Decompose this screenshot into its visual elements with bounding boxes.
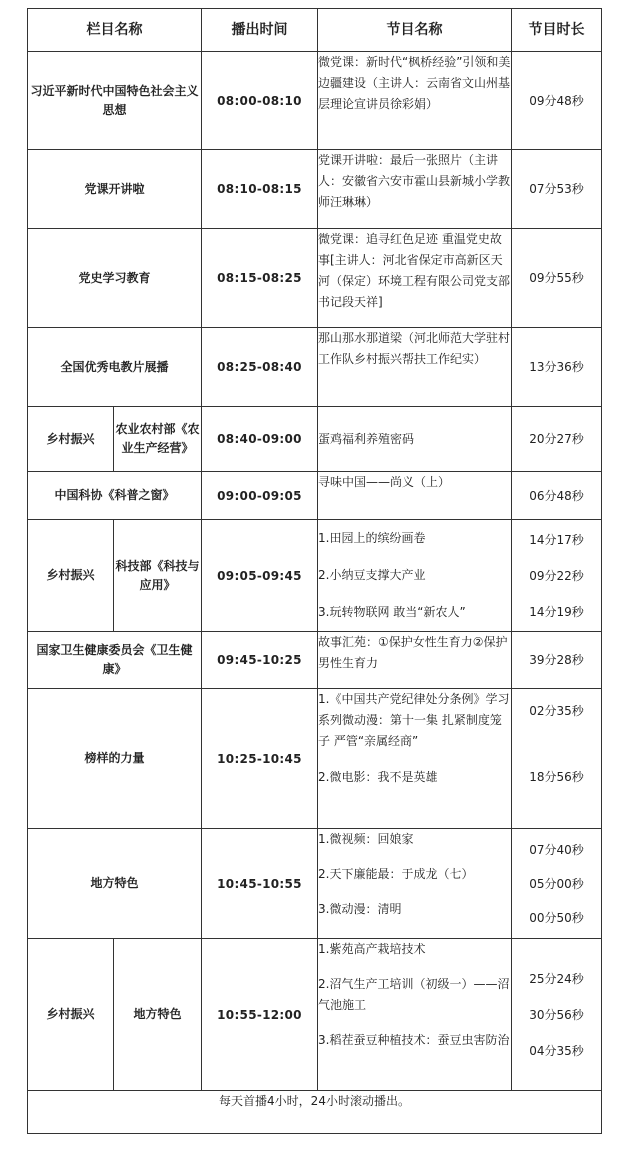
column-name: 榜样的力量 (28, 689, 202, 829)
duration (512, 689, 602, 829)
table-row (28, 328, 602, 407)
duration-item: 14分17秒 (529, 532, 584, 547)
column-name: 党史学习教育 (28, 229, 202, 328)
table-row (28, 689, 602, 829)
sub-column-name: 地方特色 (114, 939, 202, 1091)
column-name: 地方特色 (28, 829, 202, 939)
duration: 09分48秒 (512, 52, 602, 150)
program-item: 微党课：新时代“枫桥经验”引领和美边疆建设（主讲人：云南省文山州基层理论宣讲员徐彩娟） (318, 55, 511, 111)
column-name: 乡村振兴 (28, 520, 114, 632)
program-item: 1.紫苑高产栽培技术 (318, 942, 426, 956)
program-name (318, 632, 512, 689)
duration-item: 14分19秒 (529, 604, 584, 619)
broadcast-time: 10:45-10:55 (202, 829, 318, 939)
duration-item: 09分22秒 (529, 568, 584, 583)
program-name (318, 229, 512, 328)
broadcast-time: 10:25-10:45 (202, 689, 318, 829)
broadcast-time: 09:00-09:05 (202, 472, 318, 520)
program-name (318, 407, 512, 472)
duration-item: 04分35秒 (529, 1043, 584, 1058)
header-program-name: 节目名称 (318, 9, 512, 52)
program-name (318, 829, 512, 939)
program-item: 1.田园上的缤纷画卷 (318, 531, 426, 545)
duration-item: 07分40秒 (529, 842, 584, 857)
table-row (28, 150, 602, 229)
program-item: 3.微动漫：清明 (318, 902, 402, 916)
table-row (28, 407, 602, 472)
column-name: 习近平新时代中国特色社会主义思想 (28, 52, 202, 150)
program-name (318, 150, 512, 229)
table-row (28, 520, 602, 632)
sub-column-name: 农业农村部《农业生产经营》 (114, 407, 202, 472)
program-item: 那山那水那道梁（河北师范大学驻村工作队乡村振兴帮扶工作纪实） (318, 331, 511, 366)
column-name: 国家卫生健康委员会《卫生健康》 (28, 632, 202, 689)
program-item: 3.玩转物联网 敢当“新农人” (318, 605, 466, 619)
header-row (28, 9, 602, 52)
table-row (28, 829, 602, 939)
column-name: 乡村振兴 (28, 407, 114, 472)
broadcast-time: 08:25-08:40 (202, 328, 318, 407)
program-name (318, 472, 512, 520)
broadcast-time: 09:05-09:45 (202, 520, 318, 632)
table-row (28, 939, 602, 1091)
program-item: 寻味中国——尚义（上） (318, 475, 451, 489)
broadcast-time: 08:15-08:25 (202, 229, 318, 328)
broadcast-time: 09:45-10:25 (202, 632, 318, 689)
program-item: 2.天下廉能最：于成龙（七） (318, 867, 474, 881)
schedule-table (27, 8, 602, 1134)
column-name: 党课开讲啦 (28, 150, 202, 229)
program-item: 蛋鸡福利养殖密码 (318, 431, 415, 446)
duration-item: 02分35秒 (529, 704, 584, 718)
table-row (28, 632, 602, 689)
program-item: 3.稻茬蚕豆种植技术：蚕豆虫害防治 (318, 1033, 510, 1047)
footer-row (28, 1091, 602, 1134)
broadcast-time: 08:00-08:10 (202, 52, 318, 150)
sub-column-name: 科技部《科技与应用》 (114, 520, 202, 632)
program-item: 党课开讲啦：最后一张照片（主讲人：安徽省六安市霍山县新城小学教师汪琳琳） (318, 153, 511, 209)
table-row (28, 229, 602, 328)
duration: 07分53秒 (512, 150, 602, 229)
duration (512, 520, 602, 632)
header-column-name: 栏目名称 (28, 9, 202, 52)
column-name: 中国科协《科普之窗》 (28, 472, 202, 520)
program-item: 1.微视频：回娘家 (318, 832, 414, 846)
program-item: 故事汇苑：①保护女性生育力②保护男性生育力 (318, 635, 508, 670)
duration-item: 18分56秒 (529, 770, 584, 784)
program-item: 2.小纳豆支撑大产业 (318, 568, 426, 582)
program-name (318, 328, 512, 407)
column-name: 乡村振兴 (28, 939, 114, 1091)
program-name (318, 52, 512, 150)
duration: 39分28秒 (512, 632, 602, 689)
broadcast-time: 08:40-09:00 (202, 407, 318, 472)
duration (512, 939, 602, 1091)
duration-item: 30分56秒 (529, 1007, 584, 1022)
program-name (318, 689, 512, 829)
footer-note: 每天首播4小时，24小时滚动播出。 (28, 1091, 602, 1134)
duration: 20分27秒 (512, 407, 602, 472)
broadcast-time: 10:55-12:00 (202, 939, 318, 1091)
program-item: 1.《中国共产党纪律处分条例》学习系列微动漫：第十一集 扎紧制度笼子 严管“亲属经商” (318, 692, 510, 748)
program-item: 2.微电影：我不是英雄 (318, 770, 438, 784)
duration: 09分55秒 (512, 229, 602, 328)
program-name (318, 939, 512, 1091)
duration-item: 05分00秒 (529, 876, 584, 891)
table-row (28, 472, 602, 520)
program-item: 微党课：追寻红色足迹 重温党史故事[主讲人：河北省保定市高新区天河（保定）环境工程有限公司党支部书记段天祥] (318, 232, 511, 309)
duration: 13分36秒 (512, 328, 602, 407)
program-item: 2.沼气生产工培训（初级一）——沼气池施工 (318, 977, 510, 1012)
broadcast-time: 08:10-08:15 (202, 150, 318, 229)
program-name (318, 520, 512, 632)
duration: 06分48秒 (512, 472, 602, 520)
duration-item: 00分50秒 (529, 910, 584, 925)
column-name: 全国优秀电教片展播 (28, 328, 202, 407)
duration-item: 25分24秒 (529, 971, 584, 986)
table-row (28, 52, 602, 150)
header-duration: 节目时长 (512, 9, 602, 52)
duration (512, 829, 602, 939)
header-broadcast-time: 播出时间 (202, 9, 318, 52)
